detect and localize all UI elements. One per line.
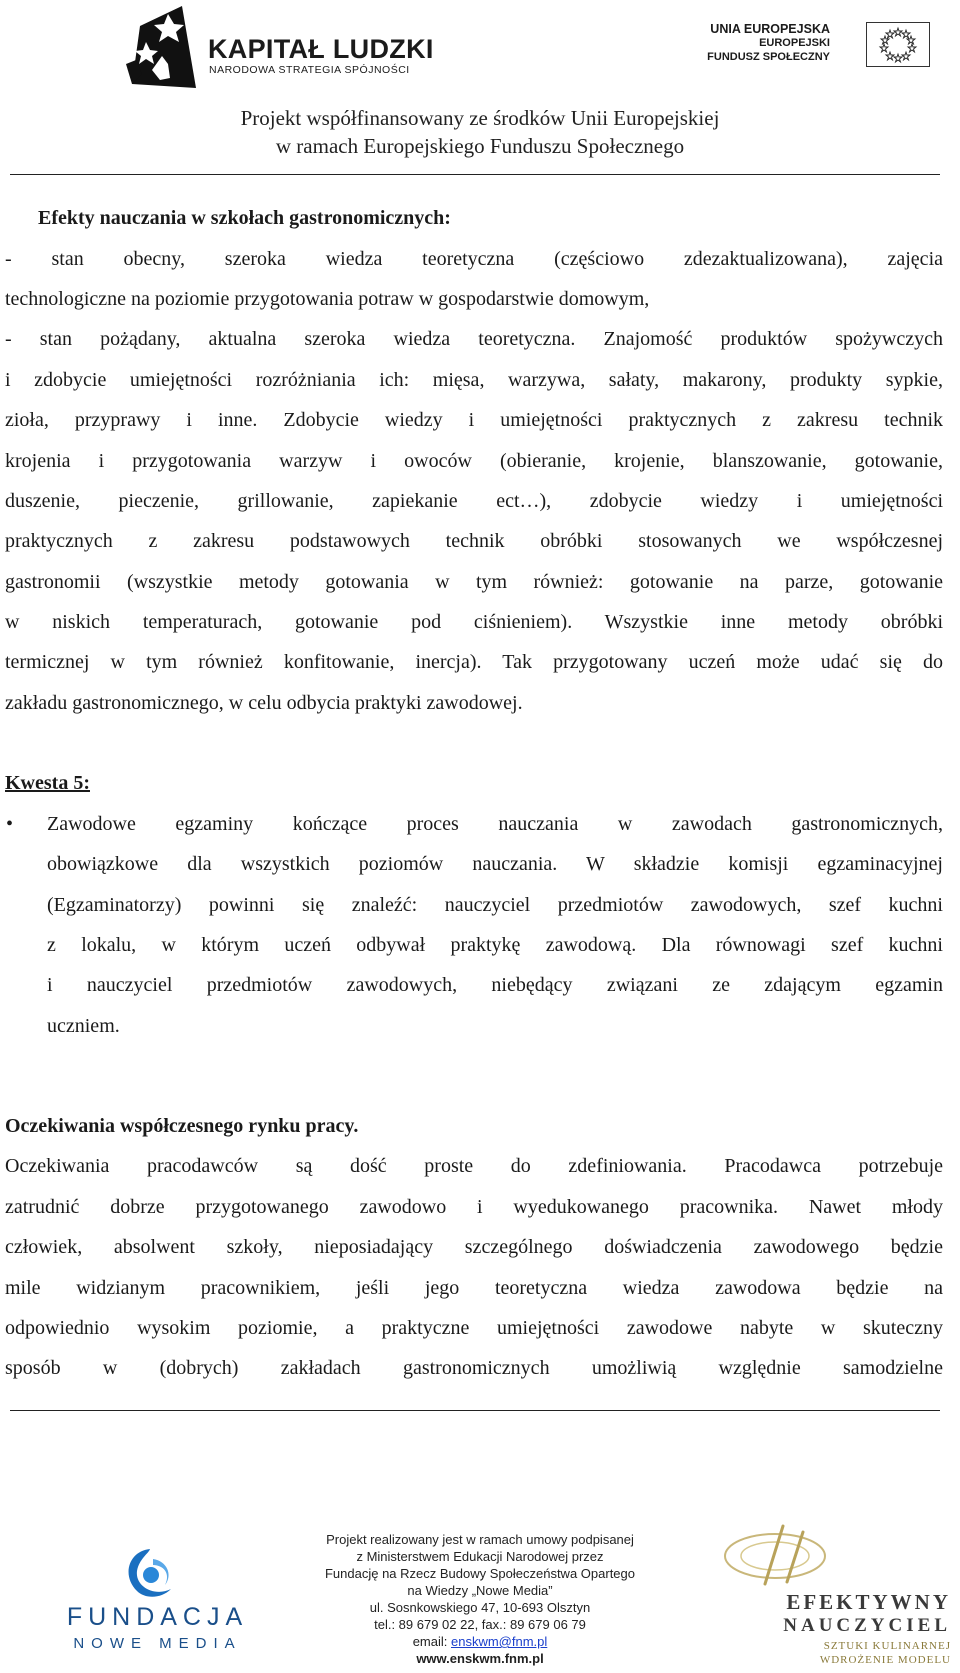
bullet-paragraph-line: z lokalu, w którym uczeń odbywał praktykę zawodową. Dla równowagi szef kuchni — [47, 934, 943, 956]
paragraph-line: zatrudnić dobrze przygotowanego zawodowo i wyedukowanego pracownika. Nawet młody — [5, 1196, 943, 1218]
paragraph-line: w niskich temperaturach, gotowanie pod ciśnieniem). Wszystkie inne metody obróbki — [5, 611, 943, 633]
footer-email-link[interactable]: enskwm@fnm.pl — [451, 1634, 548, 1649]
fundacja-nowe-media-logo — [55, 1545, 260, 1655]
footer-email-label: email: — [412, 1634, 451, 1649]
paragraph-line: sposób w (dobrych) zakładach gastronomicznych umożliwią względnie samodzielne — [5, 1357, 943, 1379]
footer-project-info — [290, 1531, 670, 1667]
bullet-paragraph-line: Zawodowe egzaminy kończące proces nauczania w zawodach gastronomicznych, — [47, 813, 943, 835]
eu-logo-line3: FUNDUSZ SPOŁECZNY — [707, 51, 830, 63]
paragraph-line: gastronomii (wszystkie metody gotowania w tym również: gotowanie na parze, gotowanie — [5, 571, 943, 593]
footer-email-line — [290, 1633, 670, 1650]
footer-info-line: Fundację na Rzecz Budowy Społeczeństwa Opartego — [324, 1566, 635, 1581]
plate-cutlery-icon — [713, 1522, 833, 1592]
efektywny-line2: NAUCZYCIEL — [783, 1615, 951, 1636]
footer-divider — [10, 1410, 940, 1411]
paragraph-line: i zdobycie umiejętności rozróżniania ich: mięsa, warzywa, sałaty, makarony, produkty sypkie, — [5, 369, 943, 391]
paragraph-line: Oczekiwania pracodawców są dość proste do zdefiniowania. Pracodawca potrzebuje — [5, 1155, 943, 1177]
header-divider — [10, 174, 940, 175]
footer-info-line: ul. Sosnkowskiego 47, 10-693 Olsztyn — [369, 1600, 591, 1615]
fundacja-swirl-icon — [115, 1545, 185, 1605]
bullet-paragraph-line: i nauczyciel przedmiotów zawodowych, niebędący związani ze zdającym egzamin — [47, 974, 943, 996]
paragraph-line: praktycznych z zakresu podstawowych technik obróbki stosowanych we współczesnej — [5, 530, 943, 552]
bullet-paragraph-line: uczniem. — [47, 1015, 120, 1037]
footer-website[interactable]: www.enskwm.fnm.pl — [416, 1651, 544, 1666]
fundacja-subword: NOWE MEDIA — [73, 1635, 242, 1652]
fundacja-word: FUNDACJA — [66, 1603, 249, 1631]
footer-info-line: tel.: 89 679 02 22, fax.: 89 679 06 79 — [374, 1617, 586, 1632]
section-heading-oczekiwania: Oczekiwania współczesnego rynku pracy. — [5, 1115, 359, 1137]
paragraph-line: zakładu gastronomicznego, w celu odbycia praktyki zawodowej. — [5, 692, 523, 714]
eu-logo-line1: UNIA EUROPEJSKA — [710, 22, 830, 36]
paragraph-line: mile widzianym pracownikiem, jeśli jego teoretyczna wiedza zawodowa będzie na — [5, 1277, 943, 1299]
paragraph-line: duszenie, pieczenie, grillowanie, zapiekanie ect…), zdobycie wiedzy i umiejętności — [5, 490, 943, 512]
paragraph-line: - stan pożądany, aktualna szeroka wiedza teoretyczna. Znajomość produktów spożywczych — [5, 328, 943, 350]
bullet-icon: • — [6, 813, 14, 835]
paragraph-line: krojenia i przygotowania warzyw i owoców (obieranie, krojenie, blanszowanie, gotowanie, — [5, 450, 943, 472]
kapital-ludzki-title: KAPITAŁ LUDZKI — [208, 34, 434, 64]
paragraph-line: zioła, przyprawy i inne. Zdobycie wiedzy i umiejętności praktycznych z zakresu technik — [5, 409, 943, 431]
bullet-paragraph-line: (Egzaminatorzy) powinni się znaleźć: nauczyciel przedmiotów zawodowych, szef kuchni — [47, 894, 943, 916]
footer-info-line: na Wiedzy „Nowe Media” — [407, 1583, 553, 1598]
kapital-ludzki-subtitle: NARODOWA STRATEGIA SPÓJNOŚCI — [209, 64, 410, 76]
eu-logo-line2: EUROPEJSKI — [759, 37, 830, 49]
efektywny-line4: WDROŻENIE MODELU — [819, 1654, 951, 1666]
paragraph-line: człowiek, absolwent szkoły, nieposiadający szczególnego doświadczenia zawodowego będzie — [5, 1236, 943, 1258]
paragraph-line: - stan obecny, szeroka wiedza teoretyczna (częściowo zdezaktualizowana), zajęcia — [5, 248, 943, 270]
efektywny-line1: EFEKTYWNY — [786, 1590, 951, 1614]
efektywny-nauczyciel-logo — [705, 1522, 957, 1670]
section-heading-kwesta: Kwesta 5: — [5, 772, 90, 794]
eu-logo-text — [707, 22, 830, 64]
paragraph-line: technologiczne na poziomie przygotowania potraw w gospodarstwie domowym, — [5, 288, 650, 310]
kapital-ludzki-emblem-icon — [122, 4, 206, 92]
footer-info-line: Projekt realizowany jest w ramach umowy podpisanej — [326, 1532, 634, 1547]
project-cofinancing-line1: Projekt współfinansowany ze środków Unii Europejskiej — [240, 106, 720, 130]
bullet-paragraph-line: obowiązkowe dla wszystkich poziomów nauczania. W składzie komisji egzaminacyjnej — [47, 853, 943, 875]
kapital-ludzki-logo — [122, 4, 434, 92]
footer-info-line: z Ministerstwem Edukacji Narodowej przez — [356, 1549, 604, 1564]
eu-stars-flag-icon — [866, 22, 930, 67]
eu-logo — [690, 14, 930, 84]
paragraph-line: termicznej w tym również konfitowanie, inercja). Tak przygotowany uczeń może udać się do — [5, 651, 943, 673]
project-cofinancing-line2: w ramach Europejskiego Funduszu Społecznego — [275, 134, 685, 158]
efektywny-line3: SZTUKI KULINARNEJ — [823, 1640, 951, 1652]
paragraph-line: odpowiednio wysokim poziomie, a praktyczne umiejętności zawodowe nabyte w skuteczny — [5, 1317, 943, 1339]
section-heading-efekty: Efekty nauczania w szkołach gastronomicznych: — [38, 207, 451, 229]
